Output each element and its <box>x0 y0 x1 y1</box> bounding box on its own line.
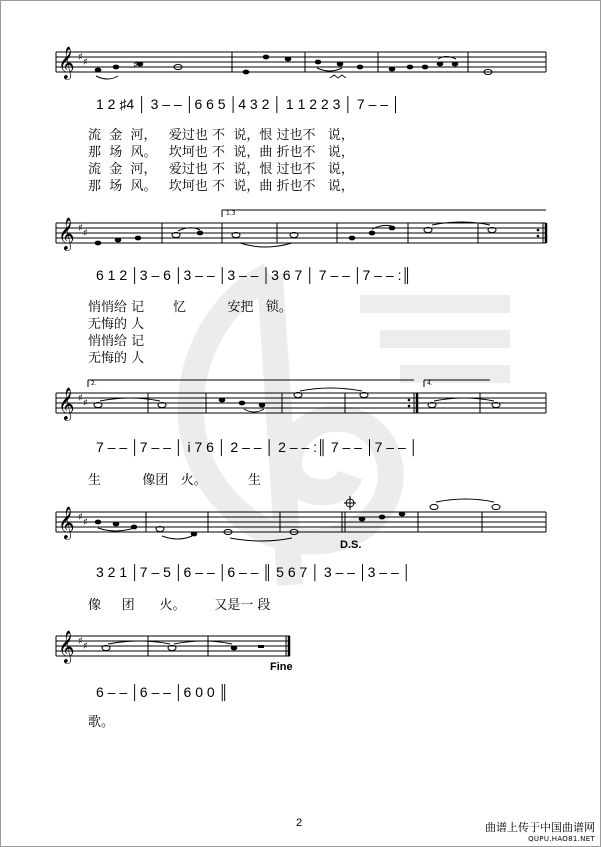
jianpu-line-3: 7 – – │7 – – │ i 7 6 │ 2 – – │ 2 – – :║ 7 – – │7 – – │ <box>96 439 419 455</box>
volta-4-label: 4. <box>427 380 433 387</box>
svg-text:♯: ♯ <box>83 398 88 409</box>
lyric-line-1-2: 那 场 风。 坎坷也 不 说，曲 折也不 说， <box>88 145 354 160</box>
svg-text:♯: ♯ <box>78 223 83 234</box>
svg-text:♯: ♯ <box>78 636 83 647</box>
staff-system-5 <box>0 618 601 668</box>
site-credit <box>485 819 595 843</box>
lyric-line-1-4: 那 场 风。 坎坷也 不 说，曲 折也不 说， <box>88 179 354 194</box>
svg-text:𝄞: 𝄞 <box>58 387 75 420</box>
staff-system-2 <box>0 205 601 265</box>
lyric-line-4-1: 像 团 火。 又是一 段 <box>88 598 271 613</box>
svg-text:♯: ♯ <box>133 60 138 71</box>
svg-text:𝄞: 𝄞 <box>58 630 75 663</box>
svg-text:♯: ♯ <box>78 512 83 523</box>
lyric-line-1-1: 流 金 河， 爱过也 不 说，恨 过也不 说， <box>88 128 354 143</box>
lyric-line-2-4: 无悔的 人 <box>88 351 145 366</box>
svg-text:♯: ♯ <box>83 228 88 239</box>
svg-text:♯: ♯ <box>78 52 83 63</box>
jianpu-line-4: 3 2 1 │7 – 5 │6 – – │6 – – ║ 5 6 7 │ 3 – – │3 – – │ <box>96 564 412 580</box>
svg-text:♯: ♯ <box>78 393 83 404</box>
svg-text:𝄞: 𝄞 <box>58 217 75 250</box>
svg-text:♯: ♯ <box>83 517 88 528</box>
lyric-line-2-3: 悄悄给 记 <box>88 334 145 349</box>
svg-text:𝄞: 𝄞 <box>58 506 75 539</box>
lyric-line-2-2: 无悔的 人 <box>88 317 145 332</box>
site-credit-url: QUPU.HAO81.NET <box>528 835 595 843</box>
volta-2-label: 2. <box>91 380 97 387</box>
ds-mark: D.S. <box>340 539 362 551</box>
lyric-line-2-1: 悄悄给 记 忆 安把 锁。 <box>88 300 292 315</box>
jianpu-line-2: 6 1 2 │3 – 6 │3 – – │3 – – │3 6 7 │ 7 – – │7 – – :║ <box>96 267 412 283</box>
staff-system-3 <box>0 375 601 435</box>
volta-1-3-label: 1.3 <box>226 210 236 217</box>
coda-icon <box>344 496 356 510</box>
fine-mark: Fine <box>270 661 293 673</box>
staff-system-4 <box>0 492 601 562</box>
lyric-line-3-1: 生 像团 火。 生 <box>88 473 262 488</box>
lyric-line-5-1: 歌。 <box>88 715 115 730</box>
svg-text:♯: ♯ <box>83 57 88 68</box>
jianpu-line-1: 1 2 ♯4 │ 3 – – │6 6 5 │4 3 2 │ 1 1 2 2 3 │ 7 – – │ <box>96 96 401 112</box>
svg-text:𝄞: 𝄞 <box>58 46 75 79</box>
svg-text:♯: ♯ <box>83 641 88 652</box>
site-credit-title: 曲谱上传于中国曲谱网 <box>485 821 595 834</box>
page-number: 2 <box>296 817 303 829</box>
jianpu-line-5: 6 – – │6 – – │6 0 0 ║ <box>96 684 229 700</box>
lyric-line-1-3: 流 金 河， 爱过也 不 说，恨 过也不 说， <box>88 162 354 177</box>
